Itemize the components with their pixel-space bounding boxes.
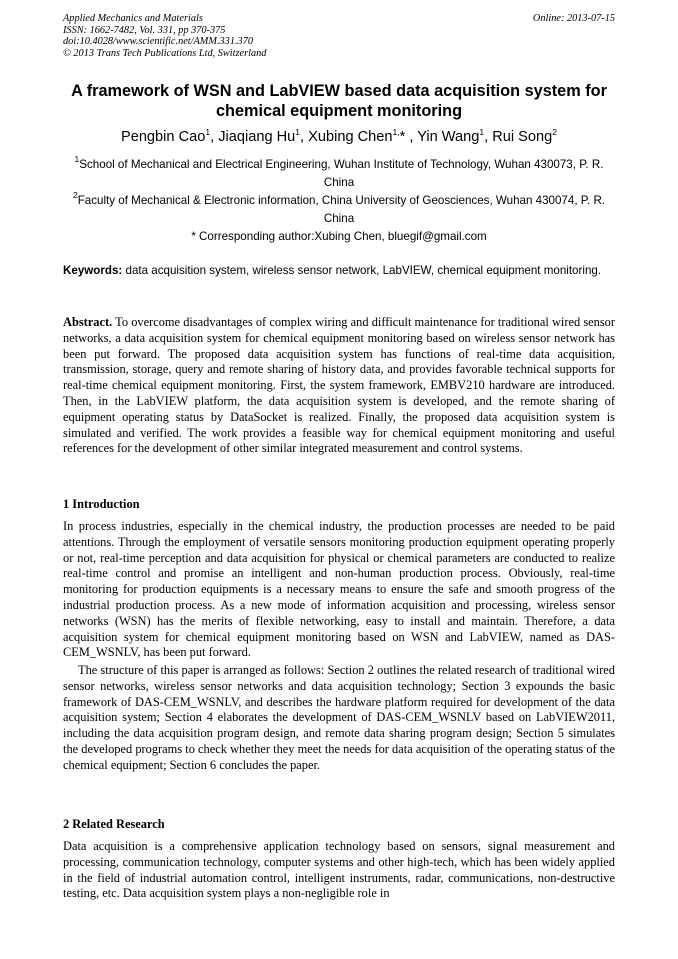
affiliation-text: Faculty of Mechanical & Electronic information, China University of Geosciences, Wuhan 430074, P. R. China [77, 194, 606, 225]
author-affiliation-mark: 1, [392, 127, 400, 137]
online-date: Online: 2013-07-15 [532, 13, 615, 24]
abstract-label: Abstract. [63, 315, 113, 329]
author-name: Yin Wang [417, 129, 480, 145]
abstract [63, 315, 615, 457]
abstract-text: To overcome disadvantages of complex wiring and difficult maintenance for traditional wired sensor networks, a data acquisition system for chemical equipment monitoring based on wireless sensor network has been put forward. The proposed data acquisition system has functions of real-time data acquisition, transmission, storage, query and remote sharing of history data, and provides favorable technical supports for real-time chemical equipment monitoring. First, the system framework, EMBV210 hardware are introduced. Then, in the LabVIEW platform, the data acquisition system is developed, and the remote sharing of equipment operating status by DataSocket is realized. Finally, the proposed data acquisition system is simulated and verified. The work provides a feasible way for chemical equipment monitoring and useful references for the development of other similar integrated measurement and control systems. [63, 315, 615, 456]
issn-line: ISSN: 1662-7482, Vol. 331, pp 370-375 [63, 24, 226, 36]
paragraph: Data acquisition is a comprehensive application technology based on sensors, signal measurement and processing, communication technology, computer systems and other high-tech, which has been widely applied in the field of industrial automation control, intelligent instruments, radar, communications, non-destructive testing, etc. Data acquisition system plays a non-negligible role in [63, 839, 615, 901]
keywords-text: data acquisition system, wireless sensor network, LabVIEW, chemical equipment monitoring. [122, 264, 602, 277]
keywords-label: Keywords: [63, 264, 123, 277]
journal-name: Applied Mechanics and Materials [63, 13, 203, 24]
page-header [63, 13, 615, 59]
author-affiliation-mark: 1 [479, 127, 485, 137]
paper-title: A framework of WSN and LabVIEW based data acquisition system for chemical equipment monitoring [71, 82, 607, 120]
affiliation-1 [63, 156, 615, 191]
keywords [63, 262, 615, 279]
affiliation-2 [63, 192, 615, 227]
copyright-line: © 2013 Trans Tech Publications Ltd, Switzerland [63, 47, 267, 59]
author-name: Xubing Chen [308, 129, 393, 145]
paragraph: The structure of this paper is arranged as follows: Section 2 outlines the related research of traditional wired sensor networks, wireless sensor networks and data acquisition technology; Section 3 expounds the basic framework of DAS-CEM_WSNLV, and describes the hardware platform required for development of the data acquisition system; Section 4 elaborates the development of DAS-CEM_WSNLV based on LabVIEW2011, including the data acquisition program design, and remote data sharing program design; Section 5 simulates the developed programs to check whether they meet the needs for data acquisition of the operating status of the chemical equipment; Section 6 concludes the paper. [63, 663, 615, 772]
section-heading: 1 Introduction [63, 497, 140, 511]
author-affiliation-mark: 1 [205, 127, 211, 137]
corresponding-author: * Corresponding author:Xubing Chen, bluegif@gmail.com [191, 230, 487, 243]
author-list: Pengbin Cao$^1$, Jiaqiang Hu$^1$, Xubing Chen$^{1,}$* , Yin Wang$^1$, Rui Song$^2$ [120, 127, 558, 145]
author-affiliation-mark: 2 [552, 127, 558, 137]
corresponding-mark: * [399, 129, 410, 145]
author-name: Rui Song [492, 129, 553, 145]
affiliation-mark: 1 [74, 154, 80, 164]
author-affiliation-mark: 1 [295, 127, 301, 137]
affiliation-mark: 2 [72, 190, 78, 200]
author-name: Pengbin Cao [120, 129, 206, 145]
author-name: Jiaqiang Hu [218, 129, 296, 145]
doi-line: doi:10.4028/www.scientific.net/AMM.331.370 [63, 36, 253, 47]
paragraph: In process industries, especially in the chemical industry, the production processes are needed to be paid attentions. Through the employment of versatile sensors monitoring production equipment operating properly or not, real-time perception and data acquisition for physical or chemical parameters are conducted to realize real-time control and promise an intelligent and non-human production process. Obviously, real-time monitoring for production equipments is a necessary means to ensure the safe and smooth progress of the industrial production process. As a new mode of information acquisition and processing, wireless sensor networks (WSN) has the merits of flexible networking, easy to install and maintain. Therefore, a data acquisition system for chemical equipment monitoring based on WSN and LabVIEW, named as DAS-CEM_WSNLV, has been put forward. [63, 519, 615, 660]
section-heading: 2 Related Research [63, 817, 165, 831]
affiliation-text: School of Mechanical and Electrical Engineering, Wuhan Institute of Technology, Wuhan 430073, P. R. China [79, 158, 604, 189]
